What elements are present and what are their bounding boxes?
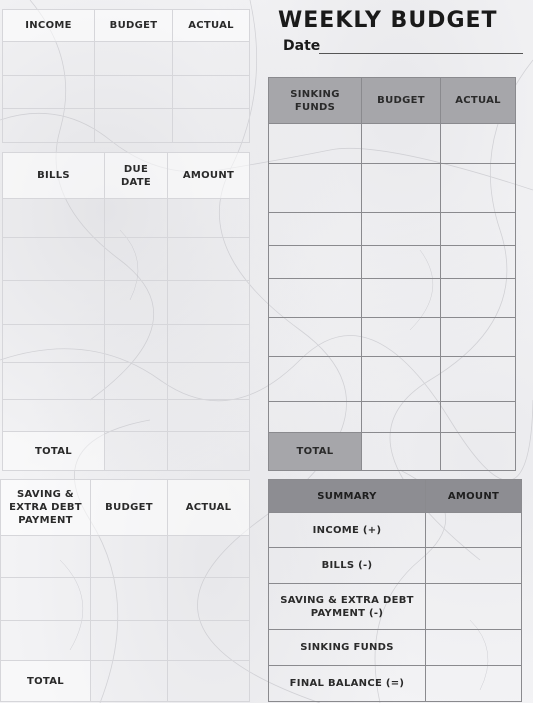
bills-cell[interactable] [105,238,168,281]
saving-total-cell[interactable] [91,661,168,702]
sinking-funds-header: SINKING FUNDS [269,78,362,124]
saving-cell[interactable] [1,578,91,621]
bills-cell[interactable] [168,238,250,281]
sinking-actual-header: ACTUAL [441,78,516,124]
sinking-cell[interactable] [269,402,362,433]
sinking-cell[interactable] [362,213,441,246]
income-cell[interactable] [95,42,173,76]
income-actual-header: ACTUAL [173,10,250,42]
income-cell[interactable] [95,76,173,109]
date-line [319,53,523,54]
bills-cell[interactable] [3,281,105,325]
bills-table [2,152,250,471]
sinking-total-cell[interactable] [362,433,441,471]
bills-total-cell[interactable] [105,432,168,471]
summary-sinking-label: SINKING FUNDS [269,630,426,666]
saving-table [0,479,250,702]
bills-cell[interactable] [3,363,105,400]
summary-saving-amount[interactable] [426,584,522,630]
sinking-cell[interactable] [269,279,362,318]
sinking-cell[interactable] [269,124,362,164]
sinking-total-cell[interactable] [441,433,516,471]
saving-header: SAVING & EXTRA DEBT PAYMENT [1,480,91,536]
sinking-cell[interactable] [269,164,362,213]
bills-cell[interactable] [3,400,105,432]
saving-cell[interactable] [168,621,250,661]
sinking-cell[interactable] [441,318,516,357]
bills-total-cell[interactable] [168,432,250,471]
sinking-cell[interactable] [362,124,441,164]
sinking-cell[interactable] [269,318,362,357]
summary-final-balance-amount[interactable] [426,666,522,702]
saving-total-label: TOTAL [1,661,91,702]
income-table [2,9,250,143]
income-cell[interactable] [173,109,250,143]
bills-cell[interactable] [168,363,250,400]
sinking-cell[interactable] [269,213,362,246]
sinking-total-label: TOTAL [269,433,362,471]
bills-cell[interactable] [3,325,105,363]
income-cell[interactable] [3,76,95,109]
sinking-cell[interactable] [269,357,362,402]
sinking-cell[interactable] [362,318,441,357]
bills-cell[interactable] [105,199,168,238]
sinking-funds-table [268,77,516,471]
sinking-cell[interactable] [441,357,516,402]
bills-cell[interactable] [168,199,250,238]
sinking-cell[interactable] [362,357,441,402]
page-title: WEEKLY BUDGET [278,8,498,33]
bills-cell[interactable] [168,325,250,363]
date-label: Date [283,38,321,54]
bills-cell[interactable] [105,363,168,400]
summary-bills-amount[interactable] [426,548,522,584]
summary-table [268,479,522,702]
saving-budget-header: BUDGET [91,480,168,536]
income-header: INCOME [3,10,95,42]
income-cell[interactable] [173,76,250,109]
sinking-cell[interactable] [362,279,441,318]
summary-bills-label: BILLS (-) [269,548,426,584]
summary-final-balance-label: FINAL BALANCE (=) [269,666,426,702]
sinking-cell[interactable] [441,246,516,279]
income-budget-header: BUDGET [95,10,173,42]
bills-header: BILLS [3,153,105,199]
income-cell[interactable] [173,42,250,76]
sinking-cell[interactable] [362,246,441,279]
bills-due-date-header: DUE DATE [105,153,168,199]
bills-cell[interactable] [168,281,250,325]
income-cell[interactable] [3,42,95,76]
date-field[interactable] [283,38,523,56]
summary-income-label: INCOME (+) [269,513,426,548]
sinking-cell[interactable] [441,124,516,164]
bills-cell[interactable] [105,281,168,325]
sinking-cell[interactable] [441,402,516,433]
summary-sinking-amount[interactable] [426,630,522,666]
sinking-cell[interactable] [441,213,516,246]
sinking-cell[interactable] [269,246,362,279]
bills-total-label: TOTAL [3,432,105,471]
bills-cell[interactable] [105,325,168,363]
summary-amount-header: AMOUNT [426,480,522,513]
saving-cell[interactable] [1,621,91,661]
sinking-cell[interactable] [441,279,516,318]
sinking-budget-header: BUDGET [362,78,441,124]
saving-cell[interactable] [1,536,91,578]
bills-amount-header: AMOUNT [168,153,250,199]
income-cell[interactable] [95,109,173,143]
bills-cell[interactable] [3,199,105,238]
summary-saving-label: SAVING & EXTRA DEBT PAYMENT (-) [269,584,426,630]
saving-actual-header: ACTUAL [168,480,250,536]
sinking-cell[interactable] [362,402,441,433]
sinking-cell[interactable] [441,164,516,213]
saving-cell[interactable] [91,536,168,578]
saving-cell[interactable] [168,536,250,578]
sinking-cell[interactable] [362,164,441,213]
summary-income-amount[interactable] [426,513,522,548]
saving-cell[interactable] [91,621,168,661]
bills-cell[interactable] [168,400,250,432]
bills-cell[interactable] [3,238,105,281]
summary-header: SUMMARY [269,480,426,513]
saving-total-cell[interactable] [168,661,250,702]
bills-cell[interactable] [105,400,168,432]
saving-cell[interactable] [91,578,168,621]
income-cell[interactable] [3,109,95,143]
saving-cell[interactable] [168,578,250,621]
